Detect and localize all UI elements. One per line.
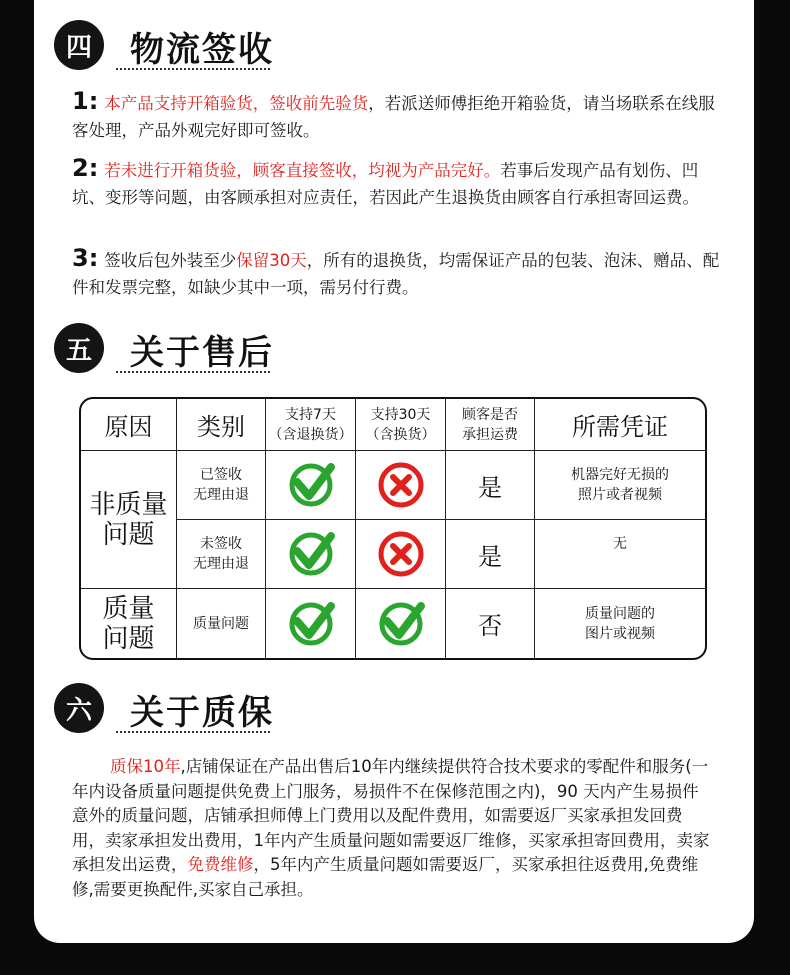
item-number: 2: — [72, 154, 99, 182]
proof-line: 图片或视频 — [585, 625, 655, 642]
cell-proof — [535, 589, 705, 658]
cell-shipping: 否 — [446, 589, 535, 658]
title-underline — [116, 68, 270, 70]
paragraph-text: 签收后包外装至少 — [104, 251, 237, 270]
group-non-quality — [81, 451, 177, 589]
red-highlight: 若未进行开箱货验，顾客直接签收，均视为产品完好。 — [104, 161, 501, 180]
cell-7day — [266, 520, 356, 589]
paragraph-3 — [72, 245, 722, 301]
paragraph-text: ，5年内产生质量问题如需要返厂，买家承担往返费用,免费维修,需要更换配件,买家自己承担。 — [72, 855, 699, 899]
group-label-line: 问题 — [102, 623, 155, 654]
header-category: 类别 — [177, 399, 266, 451]
category-line: 未签收 — [200, 536, 242, 552]
title-underline — [116, 371, 270, 373]
paragraph-2 — [72, 155, 722, 211]
paragraph-text: ，若派送师傅拒绝开箱验货，请当场联系在线服客处理，产品外观完好即可签收。 — [72, 94, 715, 140]
group-label-line: 问题 — [102, 519, 155, 550]
cell-shipping: 是 — [446, 451, 535, 520]
paragraph-text: ,店铺保证在产品出售后10年内继续提供符合技术要求的零配件和服务(一年内设备质量问题提供免费上门服务，易损件不在保修范围之内)，90 天内产生易损件意外的质量问题，店铺承担师傅上门费用以及配件费用，如需要返厂买家承担发回费用，卖家承担发出费用，1年内产生质量问题如需要返厂维修，买家承担寄回费用，卖家承担发出运费， — [72, 757, 710, 875]
proof-line: 质量问题的 — [585, 605, 655, 622]
proof-line: 机器完好无损的 — [571, 467, 669, 483]
table-header-row — [81, 399, 705, 451]
section-number-badge: 四 — [54, 20, 104, 70]
group-label-line: 质量 — [102, 593, 155, 624]
red-highlight: 保留30天 — [236, 251, 307, 270]
item-number: 1: — [72, 87, 99, 115]
aftersale-table — [79, 397, 707, 660]
table-row — [81, 451, 705, 520]
cell-30day — [356, 451, 446, 520]
proof-line: 无 — [613, 536, 627, 552]
category-cell — [177, 451, 266, 520]
paragraph-text: 若事后发现产品有划伤、凹坑、变形等问题，由客顾承担对应责任，若因此产生退换货由顾客自行承担寄回运费。 — [72, 161, 699, 207]
group-quality — [81, 589, 177, 658]
check-icon — [286, 529, 336, 579]
table-row — [81, 589, 705, 658]
check-icon — [286, 599, 336, 649]
section-number-badge: 六 — [54, 683, 104, 733]
cell-shipping: 是 — [446, 520, 535, 589]
category-line: 无理由退 — [193, 487, 249, 503]
header-line: 支持30天 — [370, 406, 431, 423]
section-number-badge: 五 — [54, 323, 104, 373]
item-number: 3: — [72, 244, 99, 272]
check-icon — [376, 599, 426, 649]
red-highlight: 本产品支持开箱验货，签收前先验货 — [104, 94, 369, 113]
paragraph-1 — [72, 88, 722, 144]
proof-line: 照片或者视频 — [578, 487, 662, 503]
cross-icon — [376, 529, 426, 579]
group-label-line: 非质量 — [89, 489, 168, 520]
cross-icon — [376, 460, 426, 510]
paragraph-text: ，所有的退换货，均需保证产品的包装、泡沫、赠品、配件和发票完整，如缺少其中一项，需另付行费。 — [72, 251, 720, 297]
header-line: （含换货） — [365, 426, 436, 443]
cell-7day — [266, 589, 356, 658]
header-line: 顾客是否 — [462, 406, 518, 423]
red-highlight: 质保10年 — [110, 757, 181, 776]
header-proof: 所需凭证 — [535, 399, 705, 451]
cell-7day — [266, 451, 356, 520]
cell-30day — [356, 589, 446, 658]
title-underline — [116, 731, 270, 733]
warranty-paragraph — [72, 755, 712, 903]
header-30day-exchange — [356, 399, 446, 451]
section-title: 关于质保 — [130, 693, 274, 733]
header-line: 承担运费 — [462, 426, 518, 443]
cell-30day — [356, 520, 446, 589]
section-title: 关于售后 — [130, 333, 274, 373]
header-line: 支持7天 — [285, 406, 336, 423]
check-icon — [286, 460, 336, 510]
category-line: 已签收 — [200, 467, 242, 483]
header-7day-return — [266, 399, 356, 451]
header-shipping-fee — [446, 399, 535, 451]
red-highlight: 免费维修 — [187, 855, 254, 875]
category-cell: 质量问题 — [177, 589, 266, 658]
category-cell — [177, 520, 266, 589]
header-reason: 原因 — [81, 399, 177, 451]
category-line: 无理由退 — [193, 556, 249, 572]
cell-proof — [535, 520, 705, 589]
cell-proof — [535, 451, 705, 520]
section-title: 物流签收 — [130, 30, 274, 70]
header-line: （含退换货） — [268, 426, 353, 443]
